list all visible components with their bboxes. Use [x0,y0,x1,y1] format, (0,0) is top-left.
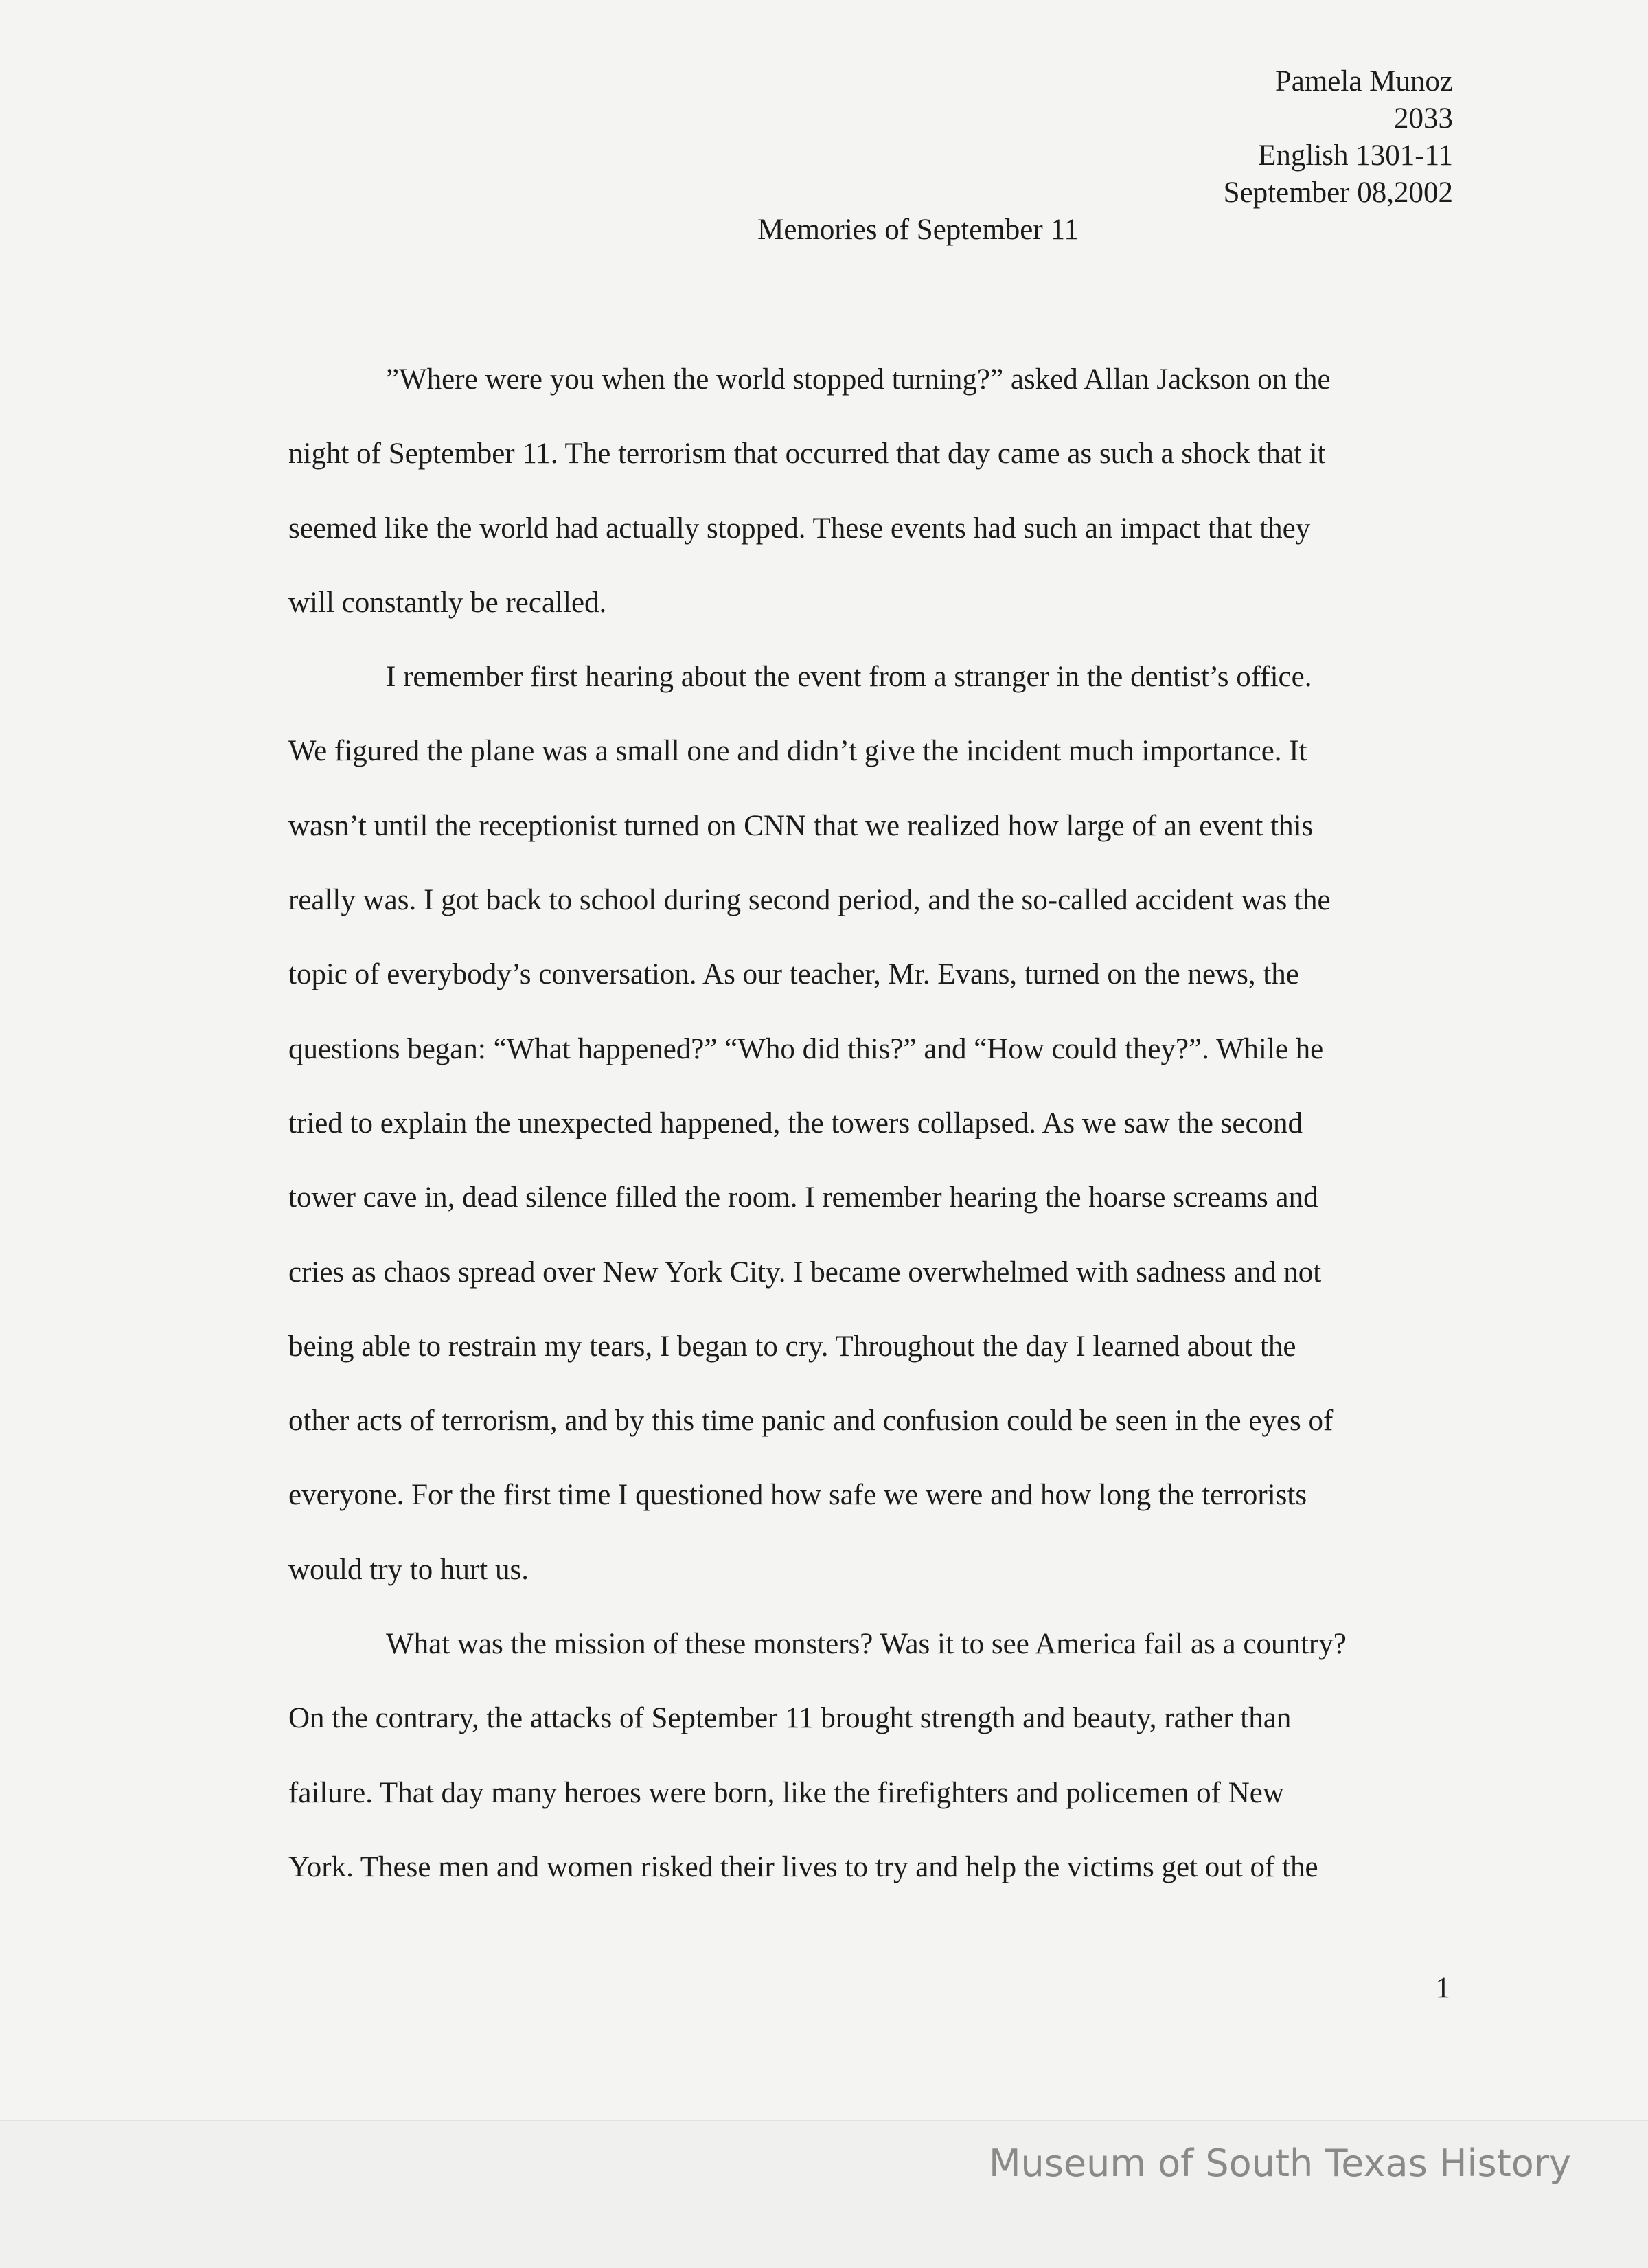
course-name: English 1301-11 [1258,139,1453,172]
text-line: everyone. For the first time I questioned how safe we were and how long the terrorists [288,1479,1307,1512]
page-number: 1 [1435,1972,1450,2004]
student-number: 2033 [1394,102,1453,135]
text-line: York. These men and women risked their lives to try and help the victims get out of the [288,1850,1318,1883]
author-header [1224,63,1453,212]
text-line: questions began: “What happened?” “Who did this?” and “How could they?”. While he [288,1032,1324,1065]
essay-body [288,361,1456,1923]
text-line: tower cave in, dead silence filled the room. I remember hearing the hoarse screams and [288,1181,1318,1214]
text-line: On the contrary, the attacks of September 11 brought strength and beauty, rather than [288,1702,1292,1735]
text-line: other acts of terrorism, and by this time panic and confusion could be seen in the eyes of [288,1405,1334,1438]
text-line: We figured the plane was a small one and didn’t give the incident much importance. It [288,735,1307,768]
paragraph-first-line: What was the mission of these monsters? Was it to see America fail as a country? [386,1628,1347,1661]
text-line: will constantly be recalled. [288,586,607,619]
text-line: night of September 11. The terrorism that occurred that day came as such a shock that it [288,438,1326,470]
essay-title: Memories of September 11 [757,214,1079,246]
text-line: topic of everybody’s conversation. As our teacher, Mr. Evans, turned on the news, the [288,958,1299,991]
text-line: failure. That day many heroes were born, like the firefighters and policemen of New [288,1776,1284,1809]
text-line: seemed like the world had actually stopped. These events had such an impact that they [288,512,1311,545]
paragraph-first-line: I remember first hearing about the event from a stranger in the dentist’s office. [386,661,1312,694]
text-line: cries as chaos spread over New York City. I became overwhelmed with sadness and not [288,1256,1322,1289]
text-line: being able to restrain my tears, I began to cry. Throughout the day I learned about the [288,1330,1296,1363]
text-line: tried to explain the unexpected happened, the towers collapsed. As we saw the second [288,1107,1303,1139]
essay-date: September 08,2002 [1223,177,1453,209]
author-name: Pamela Munoz [1274,65,1453,98]
text-line: would try to hurt us. [288,1553,529,1586]
museum-watermark: Museum of South Texas History [988,2142,1571,2185]
text-line: wasn’t until the receptionist turned on CNN that we realized how large of an event this [288,809,1314,842]
text-line: really was. I got back to school during second period, and the so-called accident was the [288,884,1331,917]
paragraph-first-line: ”Where were you when the world stopped turning?” asked Allan Jackson on the [386,363,1331,396]
